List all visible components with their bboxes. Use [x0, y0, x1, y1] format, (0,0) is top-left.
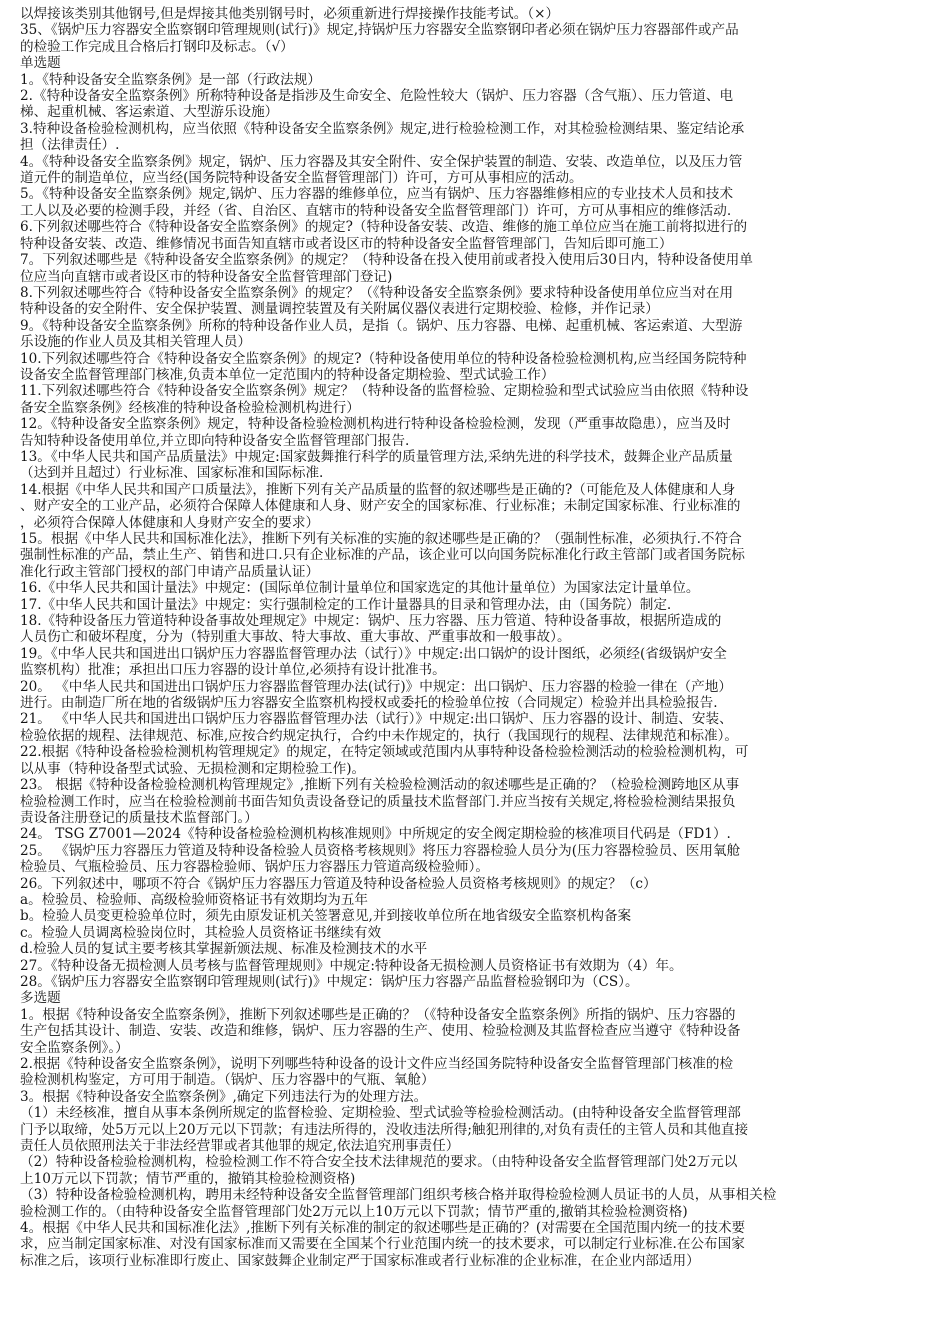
text-line: 15。根据《中华人民共和国标准化法》，推断下列有关标准的实施的叙述哪些是正确的？（强制性标准，必须执行.不符合 [20, 531, 742, 547]
text-line: 5。《特种设备安全监察条例》规定,锅炉、压力容器的维修单位，应当有锅炉、压力容器维修相应的专业技术人员和技术 [20, 186, 734, 203]
text-line: 验检测工作的。（由特种设备安全监督管理部门处2万元以上10万元以下罚款；情节严重的,撤销其检验检测资格) [20, 1203, 688, 1220]
text-line: 8.下列叙述哪些符合《特种设备安全监察条例》的规定？（《特种设备安全监察条例》要求特种设备使用单位应当对在用 [20, 284, 734, 301]
text-line: 乐设施的作业人员及其相关管理人员） [20, 334, 252, 351]
text-line: c。检验人员调离检验岗位时，其检验人员资格证书继续有效 [20, 924, 382, 941]
text-line: 梯、起重机械、客运索道、大型游乐设施） [20, 104, 279, 121]
text-line: 12。《特种设备安全监察条例》规定，特种设备检验检测机构进行特种设备检验检测，发现（严重事故隐患），应当及时 [20, 416, 731, 433]
text-line: 4。根据《中华人民共和国标准化法》,推断下列有关标准的制定的叙述哪些是正确的？(对需要在全国范围内统一的技术要 [20, 1220, 746, 1237]
text-line: 责任人员依照刑法关于非法经营罪或者其他罪的规定,依法追究刑事责任） [20, 1138, 460, 1155]
text-line: 求，应当制定国家标准、对没有国家标准而又需要在全国某个行业范围内统一的技术要求，可以制定行业标准.在公布国家 [20, 1236, 745, 1253]
text-line: 位应当向直辖市或者设区市的特种设备安全监督管理部门登记) [20, 268, 393, 285]
text-line: 标准之后，该项行业标准即行废止、国家鼓舞企业制定严于国家标准或者行业标准的企业标准，在企业内部适用） [20, 1252, 700, 1269]
text-line: （达到并且超过）行业标准、国家标准和国际标准. [20, 465, 324, 482]
text-line: 4。《特种设备安全监察条例》规定，锅炉、压力容器及其安全附件、安全保护装置的制造、安装、改造单位，以及压力管 [20, 153, 743, 170]
text-line: 16.《中华人民共和国计量法》中规定：(国际单位制计量单位和国家选定的其他计量单位）为国家法定计量单位。 [20, 580, 700, 597]
text-line: 道元件的制造单位，应当经(国务院特种设备安全监督管理部门）许可，方可从事相应的活动。 [20, 170, 583, 187]
text-line: 11.下列叙述哪些符合《特种设备安全监察条例》规定？（特种设备的监督检验、定期检验和型式试验应当由依照《特种设 [20, 383, 749, 400]
text-line: 担（法律责任）. [20, 137, 120, 154]
text-line: 检验依据的规程、法律规范、标准,应按合约规定执行，合约中未作规定的，执行（我国现行的规程、法律规范和标准）。 [20, 727, 738, 744]
text-line: 9。《特种设备安全监察条例》所称的特种设备作业人员，是指（。锅炉、压力容器、电梯、起重机械、客运索道、大型游 [20, 317, 743, 334]
text-line: 以焊接该类别其他钢号,但是焊接其他类别钢号时，必须重新进行焊接操作技能考试。（×） [20, 6, 560, 22]
text-line: 26。下列叙述中，哪项不符合《锅炉压力容器压力管道及特种设备检验人员资格考核规则》的规定？（c） [20, 875, 657, 892]
document-page [20, 6, 936, 1269]
text-line: 28。《锅炉压力容器安全监察钢印管理规则(试行)》中规定：锅炉压力容器产品监督检验钢印为（CS）。 [20, 973, 639, 990]
text-line: 1。根据《特种设备安全监察条例》，推断下列叙述哪些是正确的？（《特种设备安全监察条例》所指的锅炉、压力容器的 [20, 1006, 736, 1023]
text-line: 备安全监察条例》经核准的特种设备检验检测机构进行） [20, 399, 360, 416]
text-line: 27。《特种设备无损检测人员考核与监督管理规则》中规定:特种设备无损检测人员资格证书有效期为（4）年。 [20, 957, 683, 974]
text-line: a。检验员、检验师、高级检验师资格证书有效期均为五年 [20, 891, 368, 908]
text-line: 19。《中华人民共和国进出口锅炉压力容器监督管理办法（试行）》中规定:出口锅炉的设计图纸，必须经(省级锅炉安全 [20, 645, 727, 662]
text-line: 责设备注册登记的质量技术监督部门。） [20, 809, 258, 826]
text-line: 24。 TSG Z7001—2024《特种设备检验检测机构核准规则》中所规定的安全阀定期检验的核准项目代码是（FD1）. [20, 826, 731, 843]
text-line: 特种设备的安全附件、安全保护装置、测量调控装置及有关附属仪器仪表进行定期校验、检修，并作记录） [20, 301, 659, 318]
text-line: 上10万元以下罚款；情节严重的，撤销其检验检测资格) [20, 1170, 356, 1187]
text-line: 特种设备安装、改造、维修情况书面告知直辖市或者设区市的特种设备安全监督管理部门，告知后即可施工） [20, 235, 673, 252]
text-line: 、财产安全的工业产品，必须符合保障人体健康和人身、财产安全的国家标准、行业标准；未制定国家标准、行业标准的 [20, 498, 741, 515]
text-line: 10.下列叙述哪些符合《特种设备安全监察条例》的规定?（特种设备使用单位的特种设备检验检测机构,应当经国务院特种 [20, 350, 747, 367]
text-line: 检验员、气瓶检验员、压力容器检验师、锅炉压力容器压力管道高级检验师）。 [20, 859, 489, 876]
text-line: 监察机构）批准；承担出口压力容器的设计单位,必须持有设计批准书。 [20, 662, 446, 679]
text-line: 单选题 [20, 55, 61, 72]
text-line: 13。《中华人民共和国产品质量法》中规定:国家鼓舞推行科学的质量管理方法,采纳先进的科学技术，鼓舞企业产品质量 [20, 448, 733, 465]
text-line: 17.《中华人民共和国计量法》中规定：实行强制检定的工作计量器具的目录和管理办法，由（国务院）制定. [20, 596, 672, 613]
text-line: 7。下列叙述哪些是《特种设备安全监察条例》的规定？（特种设备在投入使用前或者投入使用后30日内，特种设备使用单 [20, 252, 753, 269]
text-line: 的检验工作完成且合格后打钢印及标志。（√） [20, 38, 294, 55]
text-line: 进行。由制造厂所在地的省级锅炉压力容器安全监察机构授权或委托的检验单位按（合同规定）检验并出具检验报告. [20, 695, 718, 712]
text-line: 22.根据《特种设备检验检测机构管理规定》的规定，在特定领域或范围内从事特种设备检验检测活动的检验检测机构，可 [20, 744, 749, 761]
text-line: 20。 《中华人民共和国进出口锅炉压力容器监督管理办法(试行)》中规定：出口锅炉、压力容器的检验一律在（产地） [20, 678, 732, 695]
text-line: （2）特种设备检验检测机构，检验检测工作不符合安全技术法律规范的要求。（由特种设备安全监督管理部门处2万元以 [20, 1154, 738, 1171]
text-line: 2.根据《特种设备安全监察条例》，说明下列哪些特种设备的设计文件应当经国务院特种设备安全监督管理部门核准的检 [20, 1056, 734, 1072]
text-line: 以从事（特种设备型式试验、无损检测和定期检验工作)。 [20, 760, 366, 777]
text-line: 25。 《锅炉压力容器压力管道及特种设备检验人员资格考核规则》将压力容器检验人员分为(压力容器检验员、医用氧舱 [20, 842, 741, 859]
text-line: 多选题 [20, 990, 61, 1007]
text-line: 6.下列叙述哪些符合《特种设备安全监察条例》的规定?（特种设备安装、改造、维修的施工单位应当在施工前将拟进行的 [20, 219, 748, 236]
text-line: （1）未经核准，擅自从事本条例所规定的监督检验、定期检验、型式试验等检验检测活动。(由特种设备安全监督管理部 [20, 1105, 741, 1122]
text-line: 验检测机构鉴定，方可用于制造。（锅炉、压力容器中的气瓶、氧舱） [20, 1072, 435, 1089]
text-line: 3.特种设备检验检测机构，应当依照《特种设备安全监察条例》规定,进行检验检测工作，对其检验检测结果、鉴定结论承 [20, 120, 745, 137]
text-line: 23。 根据《特种设备检验检测机构管理规定》,推断下列有关检验检测活动的叙述哪些是正确的？（检验检测跨地区从事 [20, 777, 740, 794]
text-line: 人员伤亡和破坏程度，分为（特别重大事故、特大事故、重大事故、严重事故和一般事故）。 [20, 629, 571, 646]
text-line: 检验检测工作时，应当在检验检测前书面告知负责设备登记的质量技术监督部门.并应当按有关规定,将检验检测结果报负 [20, 793, 736, 810]
text-line: ，必须符合保障人体健康和人身财产安全的要求） [20, 514, 320, 531]
text-line: 2.《特种设备安全监察条例》所称特种设备是指涉及生命安全、危险性较大（锅炉、压力容器（含气瓶）、压力管道、电 [20, 88, 734, 105]
text-line: 工人以及必要的检测手段，并经（省、自治区、直辖市的特种设备安全监督管理部门）许可，方可从事相应的维修活动. [20, 202, 732, 219]
text-line: 门予以取缔，处5万元以上20万元以下罚款；有违法所得的，没收违法所得;触犯刑律的,对负有责任的主管人员和其他直接 [20, 1121, 749, 1138]
text-line: 设备安全监督管理部门核准,负责本单位一定范围内的特种设备定期检验、型式试验工作） [20, 366, 555, 383]
text-line: 3。根据《特种设备安全监察条例》,确定下列违法行为的处理方法。 [20, 1088, 428, 1105]
text-line: 21。 《中华人民共和国进出口锅炉压力容器监督管理办法（试行）》中规定:出口锅炉、压力容器的设计、制造、安装、 [20, 711, 733, 728]
text-line: d.检验人员的复试主要考核其掌握新颁法规、标准及检测技术的水平 [20, 941, 428, 958]
text-line: 准化行政主管部门授权的部门申请产品质量认证） [20, 563, 320, 580]
text-line: 1。《特种设备安全监察条例》是一部（行政法规） [20, 71, 321, 88]
text-line: b。检验人员变更检验单位时，须先由原发证机关签署意见,并到接收单位所在地省级安全监察机构备案 [20, 908, 632, 925]
text-line: 生产包括其设计、制造、安装、改造和维修，锅炉、压力容器的生产、使用、检验检测及其监督检查应当遵守《特种设备 [20, 1023, 741, 1040]
text-line: 35、《锅炉压力容器安全监察钢印管理规则(试行)》规定,持锅炉压力容器安全监察钢印者必须在锅炉压力容器部件或产品 [20, 22, 739, 39]
text-line: 安全监察条例》。） [20, 1039, 129, 1056]
text-line: （3）特种设备检验检测机构，聘用未经特种设备安全监督管理部门组织考核合格并取得检验检测人员证书的人员，从事相关检 [20, 1187, 777, 1204]
text-line: 强制性标准的产品，禁止生产、销售和进口.只有企业标准的产品，该企业可以向国务院标准化行政主管部门或者国务院标 [20, 547, 745, 564]
text-line: 告知特种设备使用单位,并立即向特种设备安全监督管理部门报告. [20, 432, 410, 449]
text-line: 14.根据《中华人民共和国产口质量法》，推断下列有关产品质量的监督的叙述哪些是正确的?（可能危及人体健康和人身 [20, 481, 736, 498]
text-line: 18.《特种设备压力管道特种设备事故处理规定》中规定：锅炉、压力容器、压力管道、特种设备事故，根据所造成的 [20, 613, 722, 630]
